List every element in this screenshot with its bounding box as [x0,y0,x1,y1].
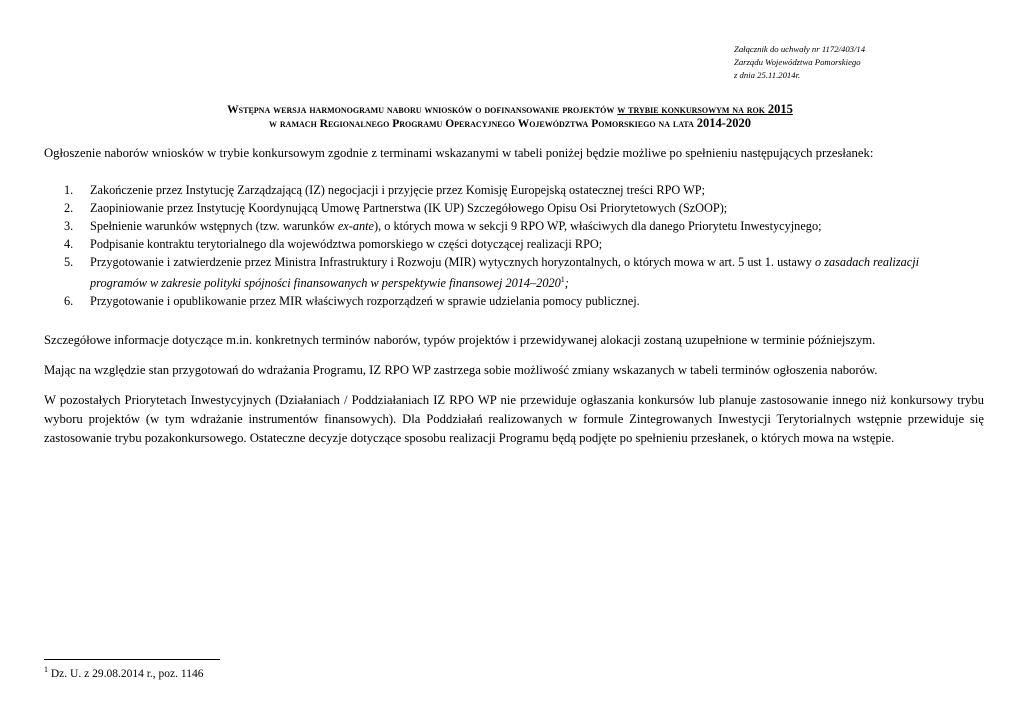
list-item-text-italic: o zasadach realizacji programów w zakresie polityki spójności finansowanych w perspektywie finansowej 2014–2020 [90,255,920,291]
title-year: 2015 [767,102,793,116]
document-title [40,103,980,131]
list-item-number: 1. [64,183,74,197]
list-item [44,253,984,292]
annex-note-line-1: Załącznik do uchwały nr 1172/403/14 [734,44,866,54]
list-item-number: 3. [64,219,74,233]
title-line-1-part-1: Wstępna wersja harmonogramu naboru wniosków o dofinansowanie projektów [227,104,618,116]
title-line-2-text: w ramach Regionalnego Programu Operacyjnego Województwa Pomorskiego na lata [269,118,697,130]
list-item-text: Zaopiniowanie przez Instytucję Koordynującą Umowę Partnerstwa (IK UP) Szczegółowego Opisu Osi Priorytetowych (SzOOP); [90,201,728,215]
footnote-mark: 1 [44,665,48,674]
footnote-reference: 1 [560,275,565,284]
title-line-2 [40,117,980,131]
list-item [44,199,984,217]
title-years: 2014-2020 [696,116,751,130]
list-item-text-pre: Spełnienie warunków wstępnych (tzw. warunków [90,219,338,233]
intro-text: Ogłoszenie naborów wniosków w trybie konkursowym zgodnie z terminami wskazanymi w tabeli poniżej będzie możliwe po spełnieniu następujących przesłanek: [44,146,874,160]
annex-note-line-2: Zarządu Województwa Pomorskiego [734,57,861,67]
footnote-separator [44,659,220,660]
list-item-number: 2. [64,201,74,215]
list-item-text-pre: Przygotowanie i zatwierdzenie przez Ministra Infrastruktury i Rozwoju (MIR) wytycznych horyzontalnych, o których mowa w art. 5 ust 1. ustawy [90,255,815,269]
list-item-text: Przygotowanie i opublikowanie przez MIR właściwych rozporządzeń w sprawie udzielania pomocy publicznej. [90,294,640,309]
title-line-1 [40,103,980,117]
paragraph-other-priorities: W pozostałych Priorytetach Inwestycyjnych (Działaniach / Poddziałaniach IZ RPO WP nie przewiduje ogłaszania konkursów lub planuje zastosowanie innego niż konkursowy trybu wyboru projektów (w tym wdrażanie instrumentów finansowych). Dla Poddziałań realizowanych w formule Zintegrowanych Inwestycji Terytorialnych wstępnie przewiduje się zastosowanie trybu pozakonkursowego. Ostateczne decyzje dotyczące sposobu realizacji Programu będą podjęte po spełnieniu przesłanek, o których mowa na wstępie. [44,393,984,445]
list-item-number: 6. [64,294,74,309]
list-item-text [86,253,970,292]
list-item [44,292,984,310]
annex-note [734,43,1004,82]
list-item-text-post: ; [564,276,569,291]
list-item [44,235,984,253]
list-item-text-post: ), o których mowa w sekcji 9 RPO WP, właściwych dla danego Priorytetu Inwestycyjnego; [374,219,822,233]
list-item-text: Podpisanie kontraktu terytorialnego dla województwa pomorskiego w części dotyczącej realizacji RPO; [90,237,603,251]
conditions-list [44,181,984,310]
list-item [44,181,984,199]
list-item-number: 5. [64,255,74,269]
title-line-1-underlined [617,104,793,116]
paragraph-details-info: Szczegółowe informacje dotyczące m.in. konkretnych terminów naborów, typów projektów i przewidywanej alokacji zostaną uzupełnione w terminie późniejszym. [44,333,876,347]
title-line-1-part-2: w trybie konkursowym na rok [617,104,768,116]
footnote-text: Dz. U. z 29.08.2014 r., poz. 1146 [48,667,204,680]
footnote [44,665,203,680]
list-item-number: 4. [64,237,74,251]
annex-note-line-3: z dnia 25.11.2014r. [734,70,801,80]
list-item-text [86,217,970,235]
paragraph-schedule-change: Mając na względzie stan przygotowań do wdrażania Programu, IZ RPO WP zastrzega sobie możliwość zmiany wskazanych w tabeli terminów ogłoszenia naborów. [44,363,878,377]
list-item-text: Zakończenie przez Instytucję Zarządzającą (IZ) negocjacji i przyjęcie przez Komisję Europejską ostatecznej treści RPO WP; [90,183,706,197]
list-item-text-italic: ex-ante [337,219,374,233]
list-item [44,217,984,235]
